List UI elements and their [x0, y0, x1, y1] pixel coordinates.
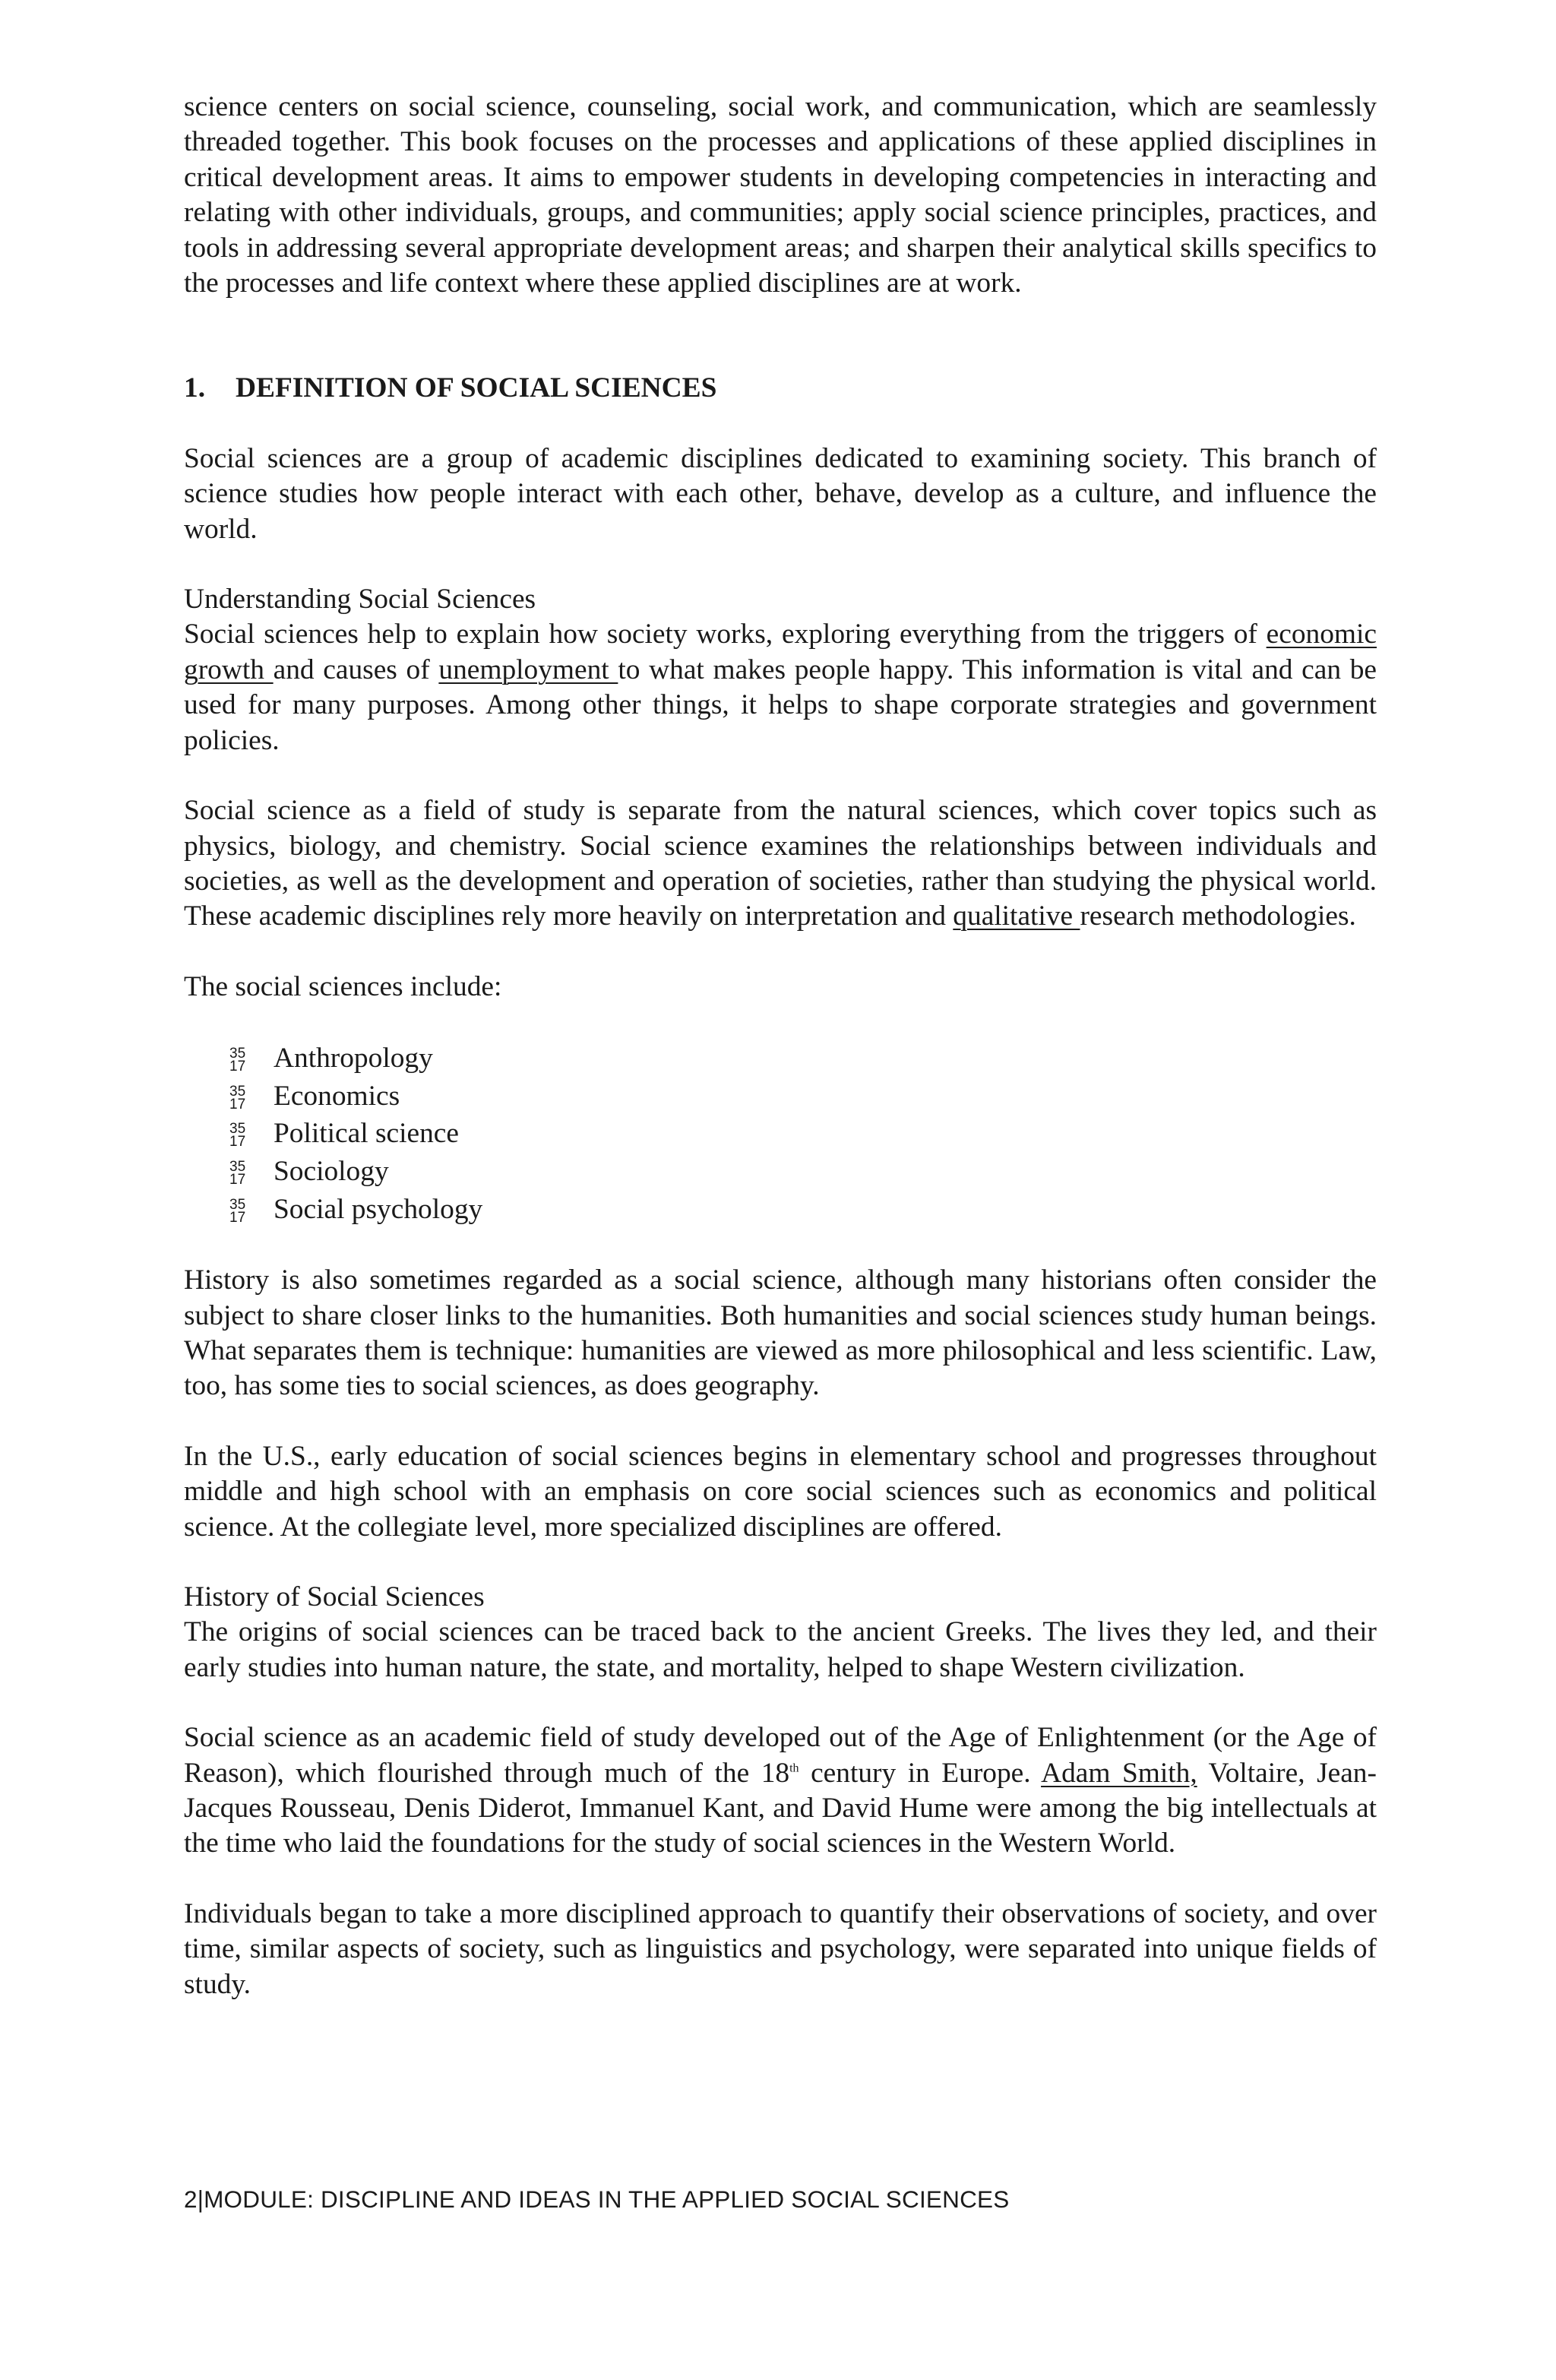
list-item — [229, 1191, 1377, 1229]
bullet-glyph-icon: 35 17 — [229, 1046, 246, 1075]
understanding-paragraph-1 — [184, 617, 1377, 758]
bullet-glyph-icon: 35 17 — [229, 1158, 246, 1188]
text-run: research methodologies. — [1080, 900, 1356, 932]
list-item-label: Economics — [274, 1080, 400, 1112]
list-item-label: Sociology — [274, 1155, 389, 1187]
understanding-paragraph-3: History is also sometimes regarded as a social science, although many historians often consider the subject to share closer links to the humanities. Both humanities and social sciences study human beings. What separates them is technique: humanities are viewed as more philosophical and less scientific. Law, too, has some ties to social sciences, as does geography. — [184, 1264, 1377, 1402]
bullet-glyph-icon: 35 17 — [229, 1083, 246, 1112]
text-run: Social sciences help to explain how society works, exploring everything from the triggers of — [184, 619, 1267, 650]
list-intro: The social sciences include: — [184, 970, 502, 1002]
list-item-label: Political science — [274, 1118, 459, 1150]
intro-paragraph: science centers on social science, counseling, social work, and communication, which are seamlessly threaded together. This book focuses on the processes and applications of these applied disciplines in critical development areas. It aims to empower students in developing competencies in interacting and relating with other individuals, groups, and communities; apply social science principles, practices, and tools in addressing several appropriate development areas; and sharpen their analytical skills specifics to the processes and life context where these applied disciplines are at work. — [184, 91, 1377, 299]
list-item-label: Anthropology — [274, 1043, 433, 1074]
document-page — [184, 90, 1377, 2002]
definition-paragraph: Social sciences are a group of academic disciplines dedicated to examining society. This branch of science studies how people interact with each other, behave, develop as a culture, and influence the world. — [184, 442, 1377, 545]
unemployment-link[interactable]: unemployment — [438, 654, 618, 685]
text-run: century in Europe. — [799, 1757, 1042, 1789]
social-sciences-list — [184, 1040, 1377, 1228]
history-paragraph-3: Individuals began to take a more disciplined approach to quantify their observations of society, and over time, similar aspects of society, such as linguistics and psychology, were separated into unique fields of study. — [184, 1897, 1377, 2000]
section-title: DEFINITION OF SOCIAL SCIENCES — [236, 372, 717, 404]
text-run: Social science as an academic field of study developed out of the Age of Enlightenment (or the Age of Reason), which flourished through much of the 18 — [184, 1722, 1377, 1789]
section-heading — [184, 371, 1377, 406]
understanding-paragraph-4: In the U.S., early education of social sciences begins in elementary school and progresses throughout middle and high school with an emphasis on core social sciences such as economics and political science. At the collegiate level, more specialized disciplines are offered. — [184, 1440, 1377, 1543]
history-paragraph-1: The origins of social sciences can be traced back to the ancient Greeks. The lives they led, and their early studies into human nature, the state, and mortality, helped to shape Western civilization. — [184, 1616, 1377, 1683]
list-item — [229, 1153, 1377, 1191]
subheading-understanding: Understanding Social Sciences — [184, 584, 536, 616]
subheading-history: History of Social Sciences — [184, 1581, 485, 1613]
text-run: and causes of — [273, 654, 439, 685]
ordinal-superscript: th — [789, 1761, 799, 1775]
bullet-glyph-icon: 35 17 — [229, 1196, 246, 1226]
list-item — [229, 1078, 1377, 1116]
list-item — [229, 1115, 1377, 1153]
history-paragraph-2 — [184, 1720, 1377, 1862]
text-run: Voltaire, Jean-Jacques Rousseau, Denis Diderot, Immanuel Kant, and David Hume were among the big intellectuals at the time who laid the foundations for the study of social sciences in the Western World. — [184, 1757, 1377, 1859]
section-number: 1. — [184, 372, 206, 404]
list-item — [229, 1040, 1377, 1078]
economic-growth-link[interactable]: economic growth — [184, 619, 1377, 685]
adam-smith-link[interactable]: Adam Smith, — [1041, 1757, 1197, 1789]
text-run: Social science as a field of study is separate from the natural sciences, which cover topics such as physics, biology, and chemistry. Social science examines the relationships between individuals and societies, as well as the development and operation of societies, rather than studying the physical world. These academic disciplines rely more heavily on interpretation and — [184, 795, 1377, 932]
page-footer: 2|MODULE: DISCIPLINE AND IDEAS IN THE APPLIED SOCIAL SCIENCES — [184, 2185, 1010, 2213]
understanding-paragraph-2 — [184, 793, 1377, 935]
bullet-glyph-icon: 35 17 — [229, 1121, 246, 1150]
qualitative-link[interactable]: qualitative — [953, 900, 1080, 932]
list-item-label: Social psychology — [274, 1193, 483, 1225]
text-run: to what makes people happy. This information is vital and can be used for many purposes. Among other things, it helps to shape corporate strategies and government policies. — [184, 654, 1377, 756]
